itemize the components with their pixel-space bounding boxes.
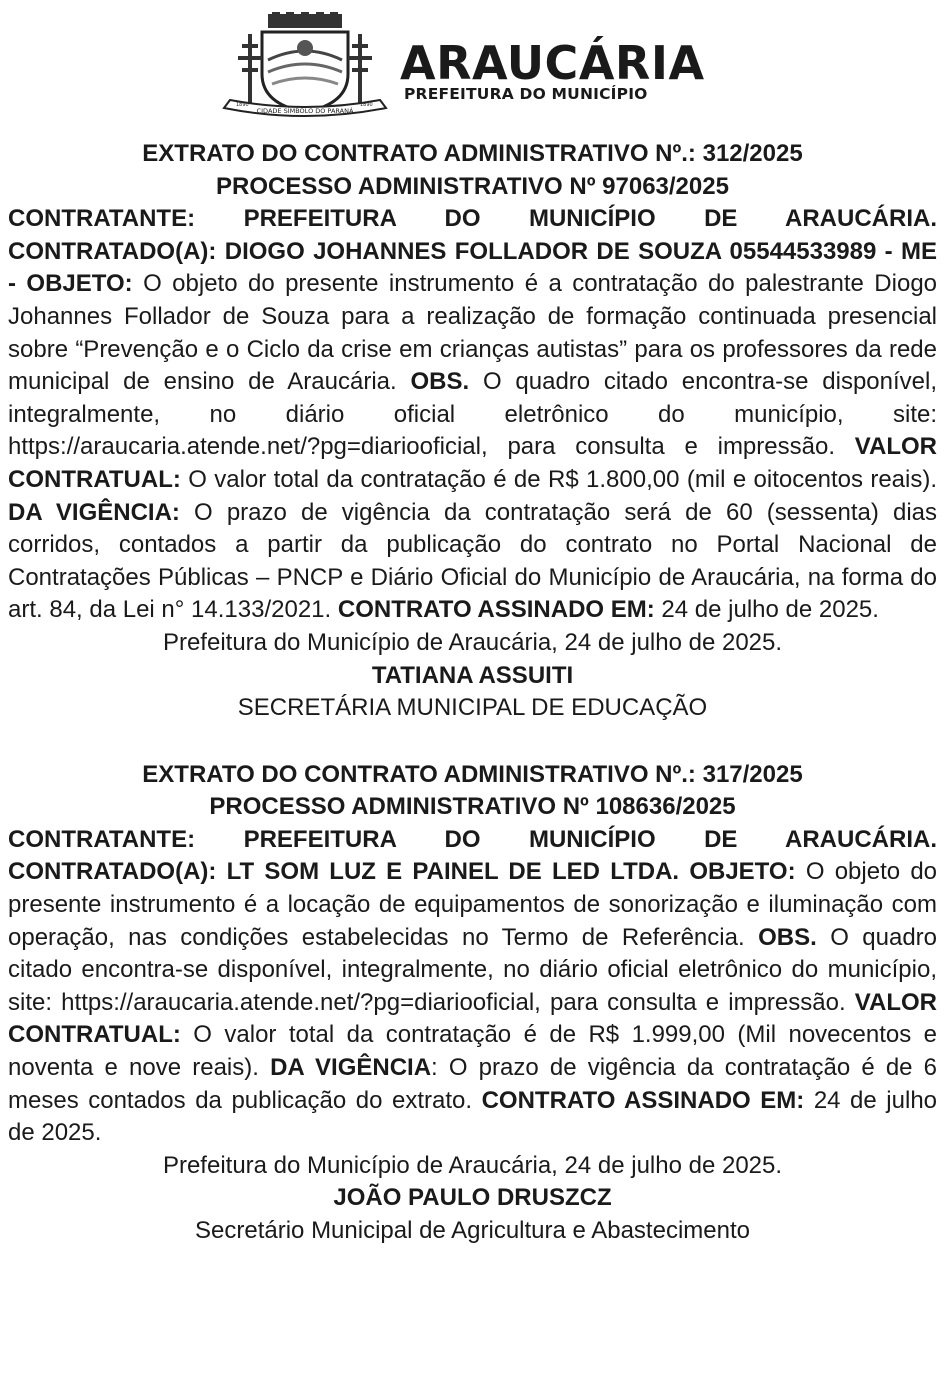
header bbox=[8, 0, 937, 138]
brand-name: ARAUCÁRIA bbox=[400, 36, 705, 90]
contract-body bbox=[8, 203, 937, 627]
place-date: Prefeitura do Município de Araucária, 24 de julho de 2025. bbox=[162, 1151, 783, 1179]
process-number: PROCESSO ADMINISTRATIVO Nº 108636/2025 bbox=[209, 793, 736, 821]
obs-text: O quadro citado encontra-se disponível, integralmente, no diário oficial eletrônico do município, site: https://araucaria.atende.net/?pg=diariooficial, para consulta e impressão. bbox=[8, 368, 938, 461]
vigencia-text: O prazo de vigência da contratação será de 60 (sessenta) dias corridos, contados a partir da publicação do contrato no Portal Nacional de Contratações Públicas – PNCP e Diário Oficial do Município de Araucária, na forma do art. 84, da Lei n° 14.133/2021. bbox=[8, 498, 937, 624]
valor-text: O valor total da contratação é de R$ 1.999,00 (Mil novecentos e noventa e nove reais). bbox=[8, 1021, 938, 1082]
crest-motto: CIDADE SÍMBOLO DO PARANÁ bbox=[256, 107, 354, 115]
contratado-label: CONTRATADO(A): bbox=[8, 237, 217, 265]
contract-body bbox=[8, 824, 937, 1150]
assinado-label: CONTRATO ASSINADO EM: bbox=[481, 1086, 805, 1114]
brand bbox=[400, 36, 705, 103]
signer-role: Secretário Municipal de Agricultura e Abastecimento bbox=[195, 1217, 750, 1244]
place-date: Prefeitura do Município de Araucária, 24 de julho de 2025. bbox=[162, 628, 783, 656]
assinado-text: 24 de julho de 2025. bbox=[8, 1086, 938, 1147]
vigencia-label: DA VIGÊNCIA bbox=[270, 1054, 432, 1082]
signer-role: SECRETÁRIA MUNICIPAL DE EDUCAÇÃO bbox=[237, 694, 708, 722]
objeto-text: O objeto do presente instrumento é a locação de equipamentos de sonorização e iluminação com operação, nas condições estabelecidas no Termo de Referência. bbox=[8, 858, 938, 951]
valor-label: VALOR CONTRATUAL: bbox=[8, 988, 938, 1049]
obs-text: O quadro citado encontra-se disponível, integralmente, no diário oficial eletrônico do município, site: https://araucaria.atende.net/?pg=diariooficial, para consulta e impressão. bbox=[8, 923, 938, 1016]
valor-text: O valor total da contratação é de R$ 1.800,00 (mil e oitocentos reais). bbox=[188, 465, 938, 493]
contratado-label: CONTRATADO(A): bbox=[8, 858, 217, 886]
objeto-label: OBJETO: bbox=[689, 858, 796, 886]
crest-year-left: 1890 bbox=[236, 102, 249, 108]
contratado-value: LT SOM LUZ E PAINEL DE LED LTDA. bbox=[226, 858, 680, 886]
assinado-label: CONTRATO ASSINADO EM: bbox=[337, 596, 655, 624]
section-gap bbox=[8, 725, 937, 759]
obs-label: OBS. bbox=[758, 923, 817, 951]
signer-name: TATIANA ASSUITI bbox=[371, 661, 574, 689]
contratante-value: PREFEITURA DO MUNICÍPIO DE ARAUCÁRIA. bbox=[243, 825, 938, 853]
contract-title: EXTRATO DO CONTRATO ADMINISTRATIVO Nº.: 317/2025 bbox=[142, 760, 803, 788]
signer-name: JOÃO PAULO DRUSZCZ bbox=[333, 1184, 612, 1212]
contratante-label: CONTRATANTE: bbox=[8, 205, 196, 233]
contract-extract-1 bbox=[8, 138, 937, 725]
contratante-value: PREFEITURA DO MUNICÍPIO DE ARAUCÁRIA. bbox=[243, 205, 938, 233]
process-number: PROCESSO ADMINISTRATIVO Nº 97063/2025 bbox=[216, 172, 729, 200]
objeto-label: OBJETO: bbox=[26, 270, 133, 298]
brand-subtitle: PREFEITURA DO MUNICÍPIO bbox=[404, 85, 648, 103]
contract-title: EXTRATO DO CONTRATO ADMINISTRATIVO Nº.: 312/2025 bbox=[142, 140, 803, 167]
objeto-text: O objeto do presente instrumento é a contratação do palestrante Diogo Johannes Follador de Souza para a realização de formação continuada presencial sobre “Prevenção e o Ciclo da crise em crianças autistas” para os professores da rede municipal de ensino de Araucária. bbox=[8, 270, 938, 396]
obs-label: OBS. bbox=[410, 368, 470, 396]
assinado-text: 24 de julho de 2025. bbox=[661, 596, 879, 624]
contract-extract-2 bbox=[8, 759, 937, 1248]
coat-of-arms-icon bbox=[220, 12, 390, 122]
contratante-label: CONTRATANTE: bbox=[8, 825, 196, 853]
valor-label: VALOR CONTRATUAL: bbox=[8, 433, 937, 493]
crest-year-right: 1890 bbox=[360, 102, 373, 108]
vigencia-text: : O prazo de vigência da contratação é de 6 meses contados da publicação do extrato. bbox=[8, 1054, 938, 1114]
vigencia-label: DA VIGÊNCIA: bbox=[8, 498, 180, 526]
contratado-value: DIOGO JOHANNES FOLLADOR DE SOUZA 05544533989 - ME - bbox=[8, 237, 938, 298]
